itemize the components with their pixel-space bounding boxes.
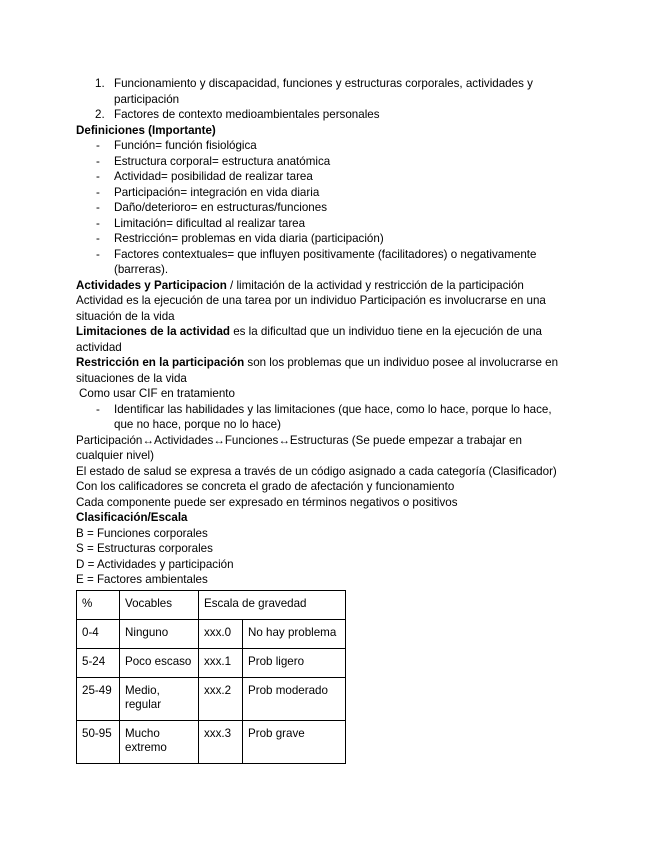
list-item-text: Funcionamiento y discapacidad, funciones y estructuras corporales, actividades y [114,77,533,90]
table-cell: 5-24 [77,648,120,677]
list-item: - Factores contextuales= que influyen positivamente (facilitadores) o negativamente (barreras). [96,247,537,276]
list-item: - Restricción= problemas en vida diaria (participación) [96,232,384,245]
limitaciones-paragraph-cont: actividad [76,340,122,354]
restriccion-paragraph: Restricción en la participación son los problemas que un individuo posee al involucrarse en [76,356,559,369]
table-cell: Medio, regular [120,677,199,720]
estado-salud-text: El estado de salud se expresa a través de un código asignado a cada categoría (Clasificador) [76,464,557,478]
table-header-cell: Vocables [120,590,199,619]
limitaciones-paragraph: Limitaciones de la actividad es la dificultad que un individuo tiene en la ejecución de una [76,325,542,338]
list-number: 2. [95,108,105,121]
table-header-cell: % [77,590,120,619]
actividad-definition: Actividad es la ejecución de una tarea por un individuo Participación es involucrarse en una [76,294,546,307]
table-row [77,648,346,677]
table-row [77,619,346,648]
table-cell: xxx.3 [199,720,243,763]
list-item [76,76,576,107]
table-cell: xxx.0 [199,619,243,648]
list-item [76,107,576,123]
table-cell: Ninguno [120,619,199,648]
list-item-text: Factores de contexto medioambientales personales [114,108,380,121]
code-line: S = Estructuras corporales [76,542,213,555]
list-item: - Función= función fisiológica [96,139,257,152]
table-row [77,720,346,763]
list-item-text: participación [114,92,180,106]
list-item: - Actividad= posibilidad de realizar tarea [96,170,313,183]
calificadores-text: Con los calificadores se concreta el grado de afectación y funcionamiento [76,480,455,493]
code-line: D = Actividades y participación [76,557,234,571]
table-cell: Mucho extremo [120,720,199,763]
numbered-list [76,76,576,123]
code-line: B = Funciones corporales [76,526,208,540]
table-cell: Prob grave [243,720,346,763]
table-header-cell: Escala de gravedad [199,590,346,619]
table-cell: 0-4 [77,619,120,648]
table-cell: Prob ligero [243,648,346,677]
participacion-chain: Participación↔Actividades↔Funciones↔Estructuras (Se puede empezar a trabajar en [76,433,522,447]
list-item: - Identificar las habilidades y las limitaciones (que hace, como lo hace, porque lo hace, que no hace, porque no lo hace) [96,402,552,431]
participacion-chain-cont: cualquier nivel) [76,449,154,462]
table-cell: 25-49 [77,677,120,720]
list-item: - Participación= integración en vida diaria [96,185,320,199]
como-usar-heading: Como usar CIF en tratamiento [79,387,235,400]
list-number: 1. [95,77,105,90]
definiciones-list [76,138,576,278]
actividades-paragraph: Actividades y Participacion / limitación de la actividad y restricción de la participación [76,278,524,292]
table-cell: Poco escaso [120,648,199,677]
gravedad-table [76,590,346,764]
table-cell: xxx.1 [199,648,243,677]
table-cell: xxx.2 [199,677,243,720]
table-cell: 50-95 [77,720,120,763]
clasificacion-heading: Clasificación/Escala [76,511,188,524]
list-item: - Estructura corporal= estructura anatómica [96,154,331,168]
list-item: - Daño/deterioro= en estructuras/funciones [96,201,328,214]
table-row [77,677,346,720]
document-page [76,76,576,764]
code-line: E = Factores ambientales [76,573,208,586]
table-header-row [77,590,346,619]
restriccion-paragraph-cont: situaciones de la vida [76,371,187,385]
actividad-definition-cont: situación de la vida [76,309,175,323]
table-cell: No hay problema [243,619,346,648]
componente-text: Cada componente puede ser expresado en términos negativos o positivos [76,495,458,509]
definiciones-heading: Definiciones (Importante) [76,123,216,137]
table-cell: Prob moderado [243,677,346,720]
list-item: - Limitación= dificultad al realizar tarea [96,216,306,230]
